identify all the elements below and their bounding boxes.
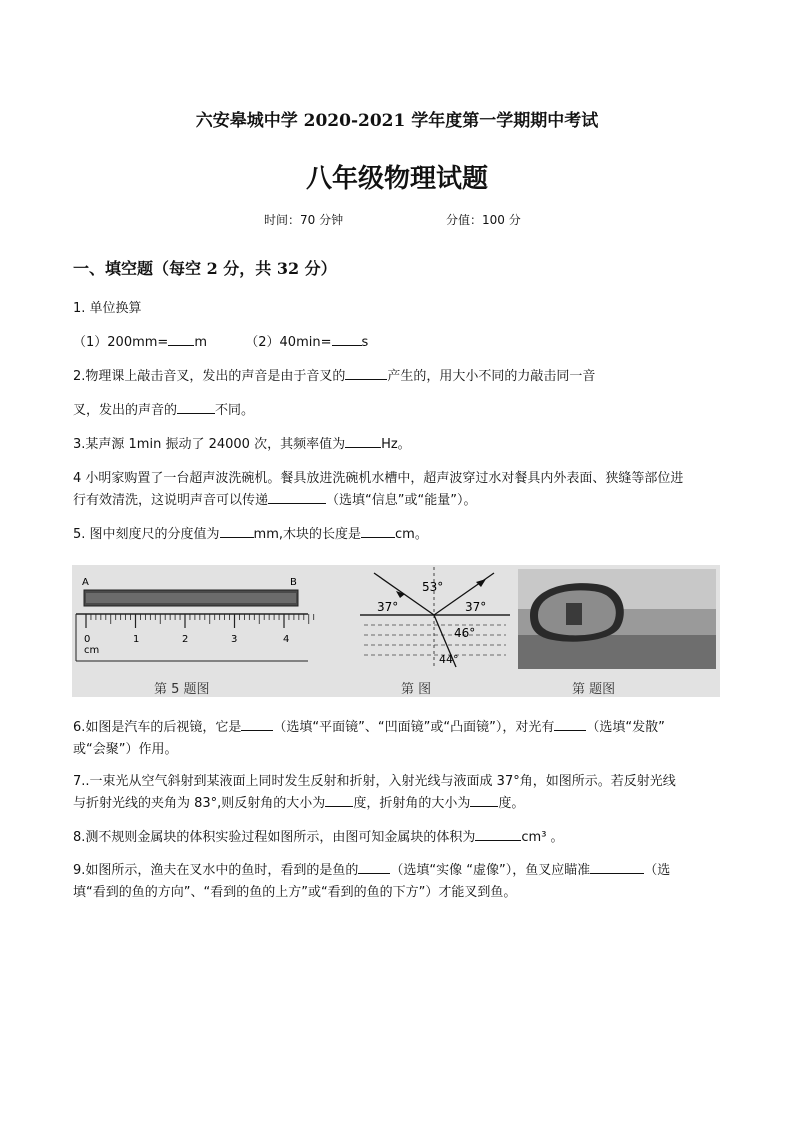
question-5 (73, 524, 428, 546)
tick-label-2: 2 (182, 634, 189, 645)
question-8 (73, 827, 564, 849)
tick-label-0: 0 (84, 634, 91, 645)
answer-blank[interactable] (268, 490, 326, 504)
q4-text: （选填“信息”或“能量”）。 (326, 493, 477, 508)
exam-score: 分值：100 分 (446, 213, 521, 227)
question-1-parts (73, 332, 368, 354)
exam-title: 六安皋城中学 2020-2021 学年度第一学期期中考试 (195, 111, 599, 131)
mirror-figure (518, 569, 716, 669)
answer-blank[interactable] (177, 400, 215, 414)
exam-time: 时间：70 分钟 (264, 213, 344, 227)
tick-label-1: 1 (133, 634, 140, 645)
label-b: B (290, 577, 297, 588)
reflected-arrow (476, 579, 486, 587)
q6-text: （选填“平面镜”、“凹面镜”或“凸面镜”），对光有 (273, 720, 555, 735)
answer-blank[interactable] (590, 860, 644, 874)
q9-text: （选填“实像 “虚像”），鱼叉应瞄准 (390, 863, 591, 878)
question-7-line1: 7..一束光从空气斜射到某液面上同时发生反射和折射，入射光线与液面成 37°角，如图所示。若反射光线 (73, 774, 676, 789)
q5-text: mm,木块的长度是 (253, 527, 362, 542)
question-7-line2 (73, 793, 524, 815)
q5-text: cm。 (395, 527, 428, 542)
answer-blank[interactable] (554, 717, 586, 731)
q1-part1-unit: m (194, 335, 207, 350)
question-6-line1 (73, 717, 665, 739)
answer-blank[interactable] (345, 366, 387, 380)
q6-text: 6.如图是汽车的后视镜，它是 (73, 720, 242, 735)
question-2-line1 (73, 366, 595, 388)
answer-blank[interactable] (345, 434, 381, 448)
ruler-ticks (86, 614, 314, 628)
mirror-reflection (566, 603, 582, 625)
question-9-line1 (73, 860, 670, 882)
figure-6-caption: 第 题图 (572, 682, 616, 697)
answer-blank[interactable] (470, 793, 498, 807)
ruler-unit: cm (84, 645, 100, 656)
q3-text: Hz。 (381, 437, 411, 452)
answer-blank[interactable] (241, 717, 273, 731)
label-a: A (82, 577, 89, 588)
q8-text: 8.测不规则金属块的体积实验过程如图所示，由图可知金属块的体积为 (73, 830, 476, 845)
q9-text: （选 (644, 863, 671, 878)
q6-text: （选填“发散” (586, 720, 665, 735)
angle-label-top: 53° (422, 580, 444, 594)
answer-blank[interactable] (168, 332, 194, 346)
q7-text: 与折射光线的夹角为 83°,则反射角的大小为 (73, 796, 326, 811)
mirror-photo-road (518, 635, 716, 669)
angle-label-refraction: 46° (454, 626, 476, 640)
question-6-line2: 或“会聚”）作用。 (73, 742, 178, 757)
q2-text: 叉，发出的声音的 (73, 403, 178, 418)
angle-label-right: 37° (465, 600, 487, 614)
ruler-figure (76, 577, 314, 661)
q7-text: 度，折射角的大小为 (353, 796, 471, 811)
q7-text: 度。 (498, 796, 525, 811)
q1-part1-prefix: （1）200mm= (73, 335, 169, 350)
question-4-line1: 4 小明家购置了一台超声波洗碗机。餐具放进洗碗机水槽中，超声波穿过水对餐具内外表面、狭缝等部位进 (73, 471, 684, 486)
wood-block-grain (86, 593, 296, 603)
tick-label-4: 4 (283, 634, 290, 645)
q8-text: cm³ 。 (521, 830, 564, 845)
tick-label-3: 3 (231, 634, 238, 645)
q5-text: 5. 图中刻度尺的分度值为 (73, 527, 220, 542)
answer-blank[interactable] (220, 524, 254, 538)
question-9-line2: 填“看到的鱼的方向”、“看到的鱼的上方”或“看到的鱼的下方”）才能叉到鱼。 (73, 885, 517, 900)
question-3 (73, 434, 411, 456)
question-2-line2 (73, 400, 254, 422)
answer-blank[interactable] (361, 524, 395, 538)
question-4-line2 (73, 490, 476, 512)
figure-5-caption: 第 5 题图 (154, 682, 210, 697)
section-heading: 一、填空题（每空 2 分，共 32 分） (73, 259, 337, 278)
q9-text: 9.如图所示，渔夫在叉水中的鱼时，看到的是鱼的 (73, 863, 359, 878)
exam-subtitle: 八年级物理试题 (305, 164, 488, 194)
answer-blank[interactable] (358, 860, 390, 874)
q2-text: 2.物理课上敲击音叉，发出的声音是由于音叉的 (73, 369, 346, 384)
q2-text: 不同。 (215, 403, 255, 418)
refraction-figure (360, 567, 510, 669)
q1-part2-unit: s (361, 335, 369, 350)
answer-blank[interactable] (332, 332, 362, 346)
q3-text: 3.某声源 1min 振动了 24000 次，其频率值为 (73, 437, 346, 452)
q4-text: 行有效清洗，这说明声音可以传递 (73, 493, 269, 508)
angle-label-bottom: 44° (439, 653, 459, 666)
angle-label-left: 37° (377, 600, 399, 614)
answer-blank[interactable] (325, 793, 353, 807)
figure-7-caption: 第 图 (401, 682, 432, 697)
q1-part2-prefix: （2）40min= (245, 335, 332, 350)
answer-blank[interactable] (475, 827, 521, 841)
question-1-title: 1. 单位换算 (73, 301, 142, 316)
q2-text: 产生的，用大小不同的力敲击同一音 (387, 369, 596, 384)
